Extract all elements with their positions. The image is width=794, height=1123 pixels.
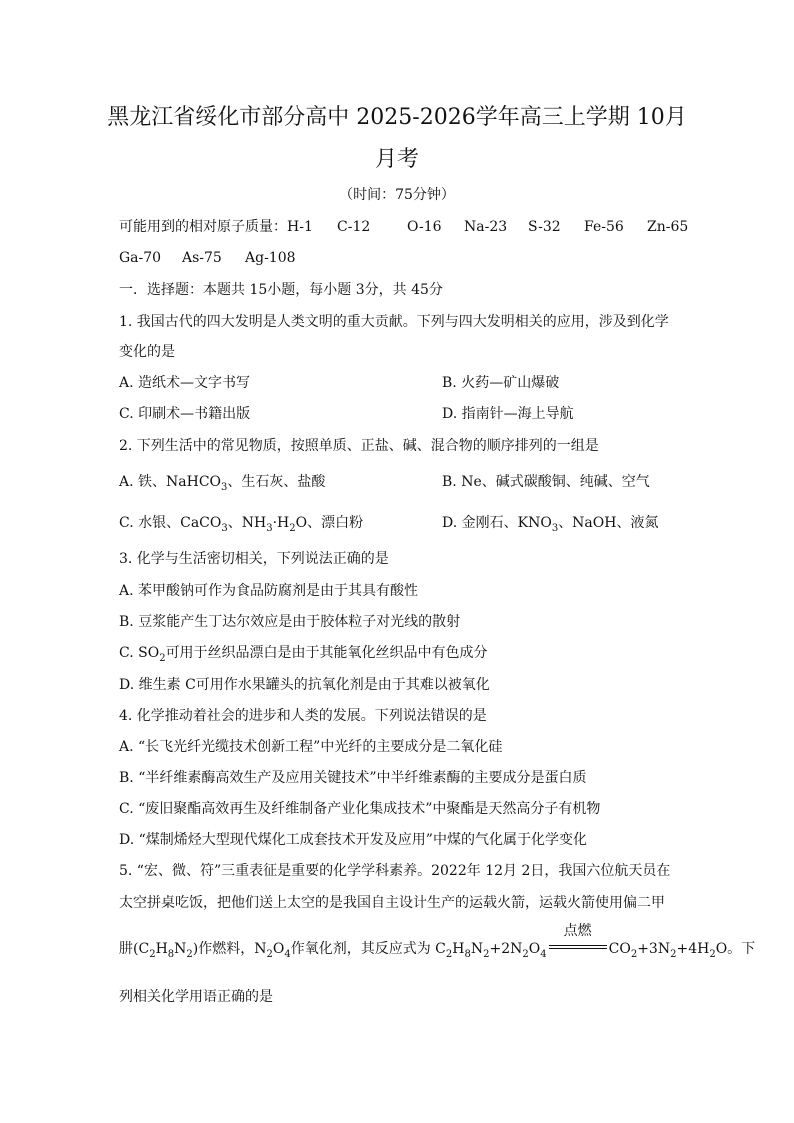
q2-option-c: C. 水银、CaCO$_3$、$NH_3\cdot H_2O$、漂白粉 <box>119 515 364 534</box>
mass-as: As-75 <box>182 250 222 266</box>
q2-option-a: A. 铁、NaHCO$_3$、生石灰、盐酸 <box>119 474 326 493</box>
q3-option-c: C. $SO_2$可用于丝织品漂白是由于其能氧化丝织品中有色成分 <box>119 645 488 664</box>
q4-option-d: D. “煤制烯烃大型现代煤化工成套技术开发及应用”中煤的气化属于化学变化 <box>119 832 587 848</box>
q2-option-b: B. Ne、碱式碳酸铜、纯碱、空气 <box>442 474 650 490</box>
mass-s: S-32 <box>528 219 561 235</box>
atomic-masses-row2 <box>119 248 296 268</box>
q4-option-c: C. “废旧聚酯高效再生及纤维制备产业化集成技术”中聚酯是天然高分子有机物 <box>119 801 601 817</box>
exam-title-line1: 黑龙江省绥化市部分高中 2025-2026学年高三上学期 10月 <box>107 105 687 130</box>
q4-option-a: A. “长飞光纤光缆技术创新工程”中光纤的主要成分是二氧化硅 <box>119 739 503 755</box>
mass-o: O-16 <box>407 219 442 235</box>
q1-stem-line2: 变化的是 <box>119 344 175 360</box>
exam-time: （时间：75分钟） <box>339 187 455 203</box>
mass-h: H-1 <box>287 219 313 235</box>
q1-option-c: C. 印刷术—书籍出版 <box>119 406 251 422</box>
q2-stem: 2. 下列生活中的常见物质，按照单质、正盐、碱、混合物的顺序排列的一组是 <box>119 438 599 454</box>
exam-title-line2: 月考 <box>374 147 419 172</box>
reaction-arrow <box>549 923 607 955</box>
q1-option-a: A. 造纸术—文字书写 <box>119 375 251 391</box>
reaction-condition: 点燃 <box>563 923 592 939</box>
atomic-masses-row1 <box>119 217 688 237</box>
q5-line3-equation: 肼$(C_2H_8N_2)$作燃料，$N_2O_4$作氧化剂，其反应式为 $C_2H_8N_2+2N_2O_4$ 点燃 $CO_2+3N_2+4H_2O$。下 <box>119 923 756 960</box>
q3-stem: 3. 化学与生活密切相关，下列说法正确的是 <box>119 551 389 567</box>
q3-option-a: A. 苯甲酸钠可作为食品防腐剂是由于其具有酸性 <box>119 583 419 599</box>
q1-stem-line1: 1. 我国古代的四大发明是人类文明的重大贡献。下列与四大发明相关的应用，涉及到化学 <box>119 314 669 330</box>
mass-zn: Zn-65 <box>647 219 689 235</box>
q4-option-b: B. “半纤维素酶高效生产及应用关键技术”中半纤维素酶的主要成分是蛋白质 <box>119 770 587 786</box>
q5-line4: 列相关化学用语正确的是 <box>119 989 273 1005</box>
q5-line1: 5. “宏、微、符”三重表征是重要的化学学科素养。2022年 12月 2日，我国六位航天员在 <box>119 863 671 879</box>
q3-option-d: D. 维生素 C可用作水果罐头的抗氧化剂是由于其难以被氧化 <box>119 677 490 693</box>
q5-line2: 太空拼桌吃饭，把他们送上太空的是我国自主设计生产的运载火箭，运载火箭使用偏二甲 <box>119 895 665 911</box>
mass-ag: Ag-108 <box>245 250 296 266</box>
q4-stem: 4. 化学推动着社会的进步和人类的发展。下列说法错误的是 <box>119 708 487 724</box>
mass-ga: Ga-70 <box>119 250 162 266</box>
mass-c: C-12 <box>337 219 371 235</box>
q1-option-b: B. 火药—矿山爆破 <box>442 375 560 391</box>
mass-na: Na-23 <box>464 219 508 235</box>
section-heading: 一．选择题：本题共 15小题，每小题 3分，共 45分 <box>119 282 443 298</box>
q2-option-d: D. 金刚石、$KNO_3$、NaOH、液氮 <box>442 515 659 534</box>
mass-fe: Fe-56 <box>584 219 624 235</box>
q1-option-d: D. 指南针—海上导航 <box>442 406 574 422</box>
q3-option-b: B. 豆浆能产生丁达尔效应是由于胶体粒子对光线的散射 <box>119 614 461 630</box>
atomic-masses-label: 可能用到的相对原子质量： <box>119 219 287 235</box>
